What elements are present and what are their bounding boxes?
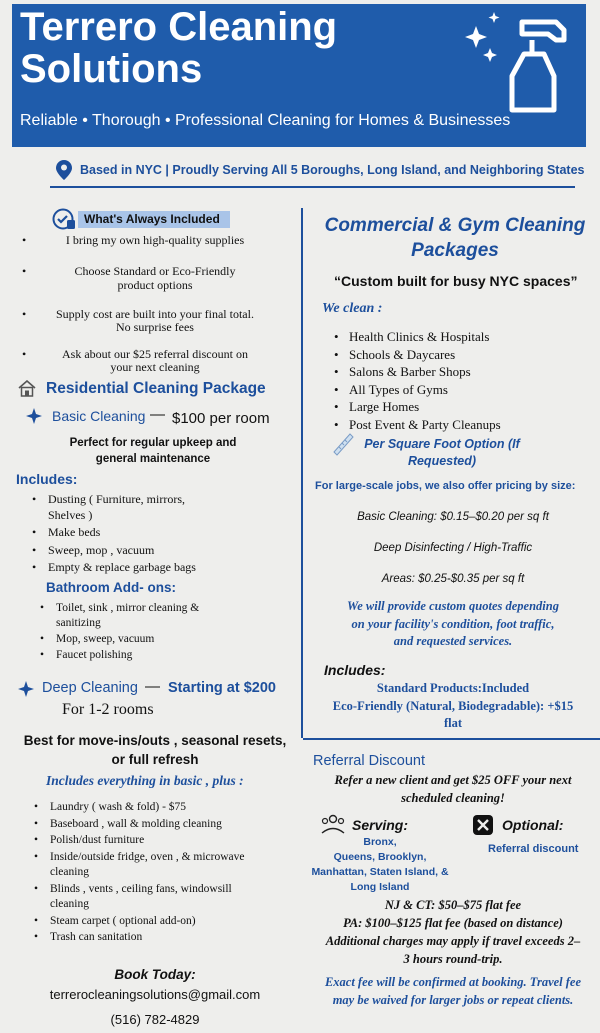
basic-cleaning-title: Basic Cleaning — [52, 408, 146, 424]
deep-includes-all: Includes everything in basic , plus : — [46, 773, 244, 788]
list-item: • Steam carpet ( optional add-on) — [34, 914, 196, 927]
basic-rate: Basic Cleaning: $0.15–$0.20 per sq ft — [357, 511, 549, 523]
tools-icon — [472, 814, 494, 836]
list-item: • Blinds , vents , ceiling fans, windowsill cleaning — [34, 882, 232, 910]
company-name-line1: Terrero Cleaning — [20, 5, 338, 49]
travel-fees: NJ & CT: $50–$75 flat fee PA: $100–$125 flat fee (based on distance) Additional charges may apply if travel exceeds 2– 3 hours round-trip. — [325, 898, 581, 966]
referral-title: Referral Discount — [313, 753, 426, 769]
list-item: • Dusting ( Furniture, mirrors, Shelves ) — [32, 492, 185, 522]
deep-price: Starting at $200 — [168, 680, 276, 696]
optional-title: Optional: — [502, 817, 564, 833]
commercial-quote: “Custom built for busy NYC spaces” — [334, 273, 578, 289]
basic-includes-list — [32, 492, 282, 576]
deep-rooms: For 1-2 rooms — [62, 701, 154, 718]
list-item: • Large Homes — [334, 399, 420, 415]
sparkle-icon — [18, 681, 34, 697]
checklist-icon — [52, 208, 76, 230]
commercial-includes-label: Includes: — [324, 662, 386, 678]
house-icon — [18, 380, 36, 397]
list-item: • Salons & Barber Shops — [334, 364, 471, 380]
basic-price: $100 per room — [172, 410, 270, 427]
basic-description: Perfect for regular upkeep and general maintenance — [69, 437, 237, 465]
list-item: • All Types of Gyms — [334, 381, 448, 397]
ruler-icon — [332, 432, 354, 456]
commercial-list — [334, 328, 594, 434]
serving-title: Serving: — [352, 817, 409, 833]
book-title: Book Today: — [114, 967, 196, 982]
deep-best-for: Best for move-ins/outs , seasonal resets, or full refresh — [23, 733, 287, 767]
column-divider — [301, 208, 303, 738]
phone-number[interactable]: (516) 782-4829 — [110, 1012, 200, 1027]
list-item: • I bring my own high-quality supplies — [22, 233, 245, 247]
list-item: • Make beds — [32, 525, 101, 539]
list-item: • Empty & replace garbage bags — [32, 560, 196, 574]
bathroom-addons-title: Bathroom Add- ons: — [46, 580, 176, 595]
company-name — [20, 6, 337, 90]
always-included-list — [20, 234, 290, 374]
standard-products: Standard Products:Included — [376, 681, 530, 695]
optional-text: Referral discount — [488, 843, 579, 855]
list-item: • Faucet polishing — [40, 649, 133, 661]
list-item: • Schools & Daycares — [334, 346, 456, 362]
tagline: Reliable • Thorough • Professional Cleaning for Homes & Businesses — [20, 112, 511, 129]
referral-text: Refer a new client and get $25 OFF your next scheduled cleaning! — [334, 773, 572, 805]
always-included-title: What's Always Included — [78, 211, 230, 228]
commercial-title: Commercial & Gym Cleaning Packages — [324, 215, 586, 261]
spray-bottle-icon — [462, 8, 582, 118]
list-item: • Baseboard , wall & molding cleaning — [34, 817, 222, 830]
map-pin-icon — [56, 160, 72, 180]
we-clean-label: We clean : — [322, 301, 383, 316]
list-item: • Post Event & Party Cleanups — [334, 416, 501, 432]
custom-quotes-text: We will provide custom quotes depending on your facility's condition, foot traffic, and requested services. — [347, 599, 559, 648]
large-scale-text: For large-scale jobs, we also offer pricing by size: — [315, 480, 576, 492]
list-item: • Polish/dust furniture — [34, 834, 145, 846]
list-item: • Ask about our $25 referral discount on your next cleaning — [22, 347, 248, 374]
section-divider — [303, 738, 600, 740]
product-options: Standard Products:Included Eco-Friendly (Natural, Biodegradable): +$15 flat — [306, 680, 600, 733]
bathroom-addons-list — [40, 601, 290, 663]
deep-includes-list — [34, 800, 294, 946]
company-name-line2: Solutions — [20, 47, 203, 91]
dash: — — [145, 678, 160, 695]
people-icon — [320, 813, 346, 835]
list-item: • Health Clinics & Hospitals — [334, 329, 490, 344]
sparkle-icon — [26, 408, 42, 424]
list-item: • Trash can sanitation — [34, 931, 143, 943]
divider — [50, 186, 575, 188]
eco-friendly-products: Eco-Friendly (Natural, Biodegradable): +$15 — [332, 698, 574, 713]
areas-rate: Areas: $0.25-$0.35 per sq ft — [381, 573, 525, 585]
list-item: • Inside/outside fridge, oven , & microwave cleaning — [34, 850, 245, 878]
dash: — — [150, 406, 165, 423]
email-link[interactable]: terrerocleaningsolutions@gmail.com — [49, 987, 261, 1002]
list-item: • Supply cost are built into your final total. No surprise fees — [22, 307, 254, 334]
list-item: • Toilet, sink , mirror cleaning & sanitizing — [40, 602, 200, 629]
deep-cleaning-title: Deep Cleaning — [42, 680, 138, 696]
list-item: • Choose Standard or Eco-Friendly product options — [22, 264, 236, 292]
sqft-option-title: Per Square Foot Option (If Requested) — [364, 437, 520, 468]
book-section — [10, 966, 300, 1029]
list-item: • Laundry ( wash & fold) - $75 — [34, 801, 187, 813]
serving-areas: Bronx, Queens, Brooklyn, Manhattan, Staten Island, & Long Island — [311, 836, 449, 893]
list-item: • Sweep, mop , vacuum — [32, 542, 155, 557]
includes-label: Includes: — [16, 471, 78, 487]
service-area-text: Based in NYC | Proudly Serving All 5 Boroughs, Long Island, and Neighboring States — [80, 163, 585, 177]
residential-title: Residential Cleaning Package — [46, 380, 266, 397]
exact-fee-note: Exact fee will be confirmed at booking. Travel fee may be waived for larger jobs or repeat clients. — [324, 975, 582, 1007]
list-item: • Mop, sweep, vacuum — [40, 633, 155, 645]
deep-rate: Deep Disinfecting / High-Traffic — [373, 542, 533, 554]
